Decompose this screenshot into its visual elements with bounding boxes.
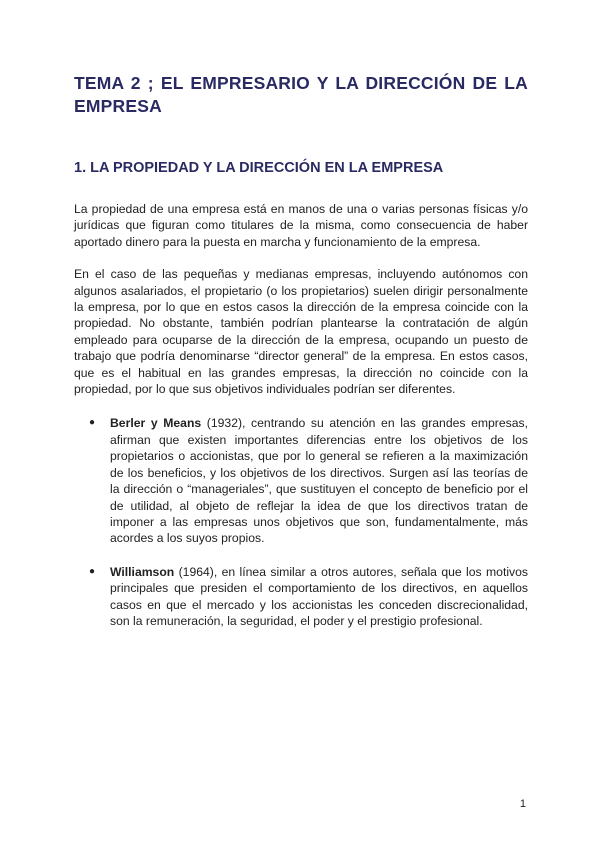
list-item-text: (1964), en línea similar a otros autores, señala que los motivos principales que presiden el comportamiento de los directivos, en aquellos casos en que el mercado y los accionistas les conceden discrecionalidad, son la remuneración, la seguridad, el poder y el prestigio profesional. <box>110 564 528 628</box>
list-item <box>74 564 528 630</box>
bullet-dot: ● <box>89 565 96 577</box>
document-title: TEMA 2 ; EL EMPRESARIO Y LA DIRECCIÓN DE LA EMPRESA <box>74 73 528 116</box>
section-heading: 1. LA PROPIEDAD Y LA DIRECCIÓN EN LA EMPRESA <box>74 160 444 176</box>
document-page <box>74 72 528 629</box>
paragraph-sme: En el caso de las pequeñas y medianas empresas, incluyendo autónomos con algunos asalariados, el propietario (o los propietarios) suelen dirigir personalmente la empresa, por lo que en estos casos la dirección de la empresa coincide con la propiedad. No obstante, también podrían plantearse la contratación de algún empleado para ocuparse de la dirección de la empresa, ocupando un puesto de trabajo que podría denominarse “director general” de la empresa. En estos casos, que es el habitual en las grandes empresas, la dirección no coincide con la propiedad, por lo que sus objetivos individuales podrían ser diferentes. <box>74 267 528 397</box>
paragraph-ownership: La propiedad de una empresa está en manos de una o varias personas físicas y/o jurídicas que figuran como titulares de la misma, como consecuencia de haber aportado dinero para la puesta en marcha y funcionamiento de la empresa. <box>74 202 528 249</box>
author-name: Berler y Means <box>110 416 202 431</box>
author-name: Williamson <box>110 564 175 579</box>
theories-list <box>74 415 528 629</box>
bullet-dot: ● <box>89 417 96 429</box>
list-item <box>74 415 528 546</box>
page-number: 1 <box>519 798 526 810</box>
list-item-text: (1932), centrando su atención en las grandes empresas, afirman que existen importantes diferencias entre los objetivos de los propietarios o accionistas, que por lo general se refieren a la maximización de los beneficios, y los objetivos de los directivos. Surgen así las teorías de la dirección o “manageriales”, que sustituyen el concepto de beneficio por el de utilidad, al objeto de reflejar la idea de que los directivos tratan de imponer a las empresas unos objetivos que son, fundamentalmente, más acordes a los suyos propios. <box>110 416 528 546</box>
